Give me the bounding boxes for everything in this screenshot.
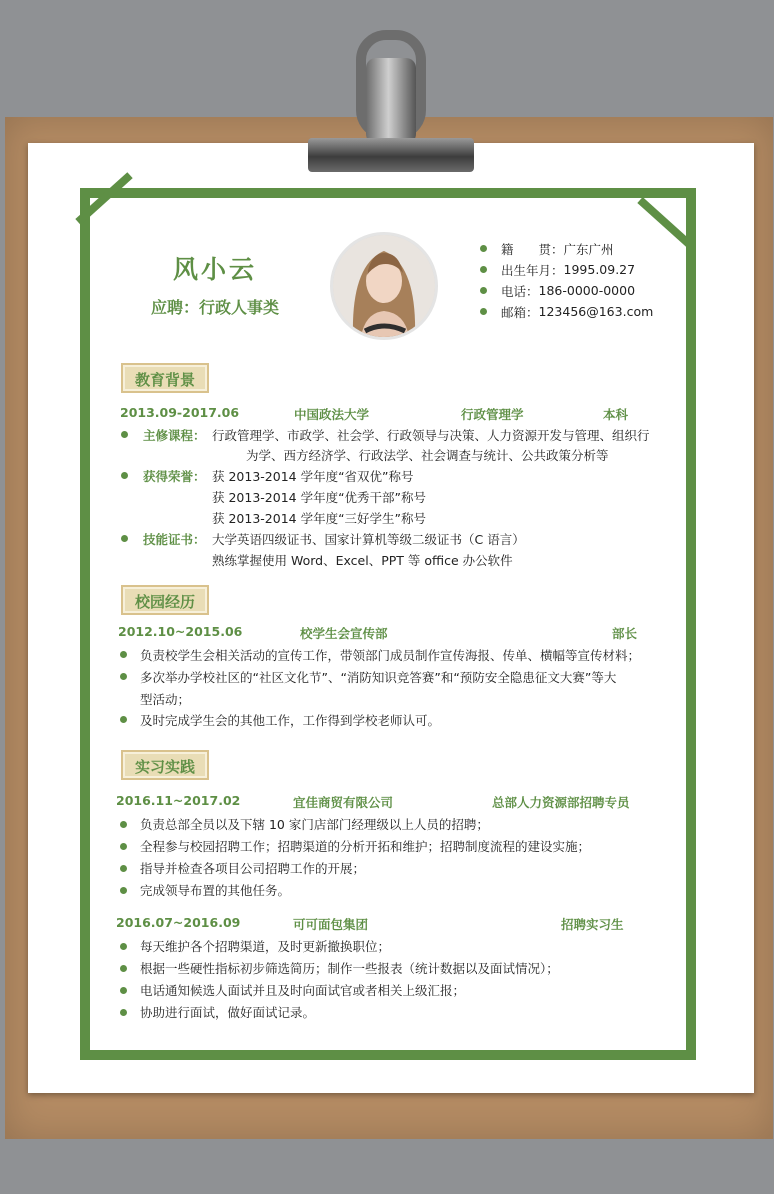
- info-value: 123456@163.com: [538, 304, 654, 319]
- info-hometown: [480, 238, 680, 259]
- job-company: 可可面包集团: [293, 917, 369, 932]
- bullet-dot: [120, 821, 127, 828]
- avatar: [330, 232, 438, 340]
- job-item: 完成领导布置的其他任务。: [140, 883, 291, 898]
- job-item: 全程参与校园招聘工作；招聘渠道的分析开拓和维护；招聘制度流程的建设实施；: [140, 839, 591, 854]
- bullet-dot: [120, 1009, 127, 1016]
- education-school: 中国政法大学: [294, 407, 370, 422]
- campus-item: 负责校学生会相关活动的宣传工作，带领部门成员制作宣传海报、传单、横幅等宣传材料；: [140, 648, 641, 663]
- bullet-dot: [120, 943, 127, 950]
- job-item: 根据一些硬性指标初步筛选简历；制作一些报表（统计数据以及面试情况）；: [140, 961, 559, 976]
- candidate-name: 风小云: [172, 255, 257, 284]
- bullet-dot: [120, 716, 127, 723]
- campus-role: 部长: [612, 626, 638, 641]
- courses-line: 行政管理学、市政学、社会学、行政领导与决策、人力资源开发与管理、组织行: [212, 428, 650, 443]
- honors-label: 获得荣誉：: [143, 469, 206, 484]
- bullet-dot: [120, 843, 127, 850]
- education-degree: 本科: [603, 407, 629, 422]
- info-value: 1995.09.27: [563, 262, 636, 277]
- info-label: 电话：: [501, 283, 539, 299]
- job-objective: 应聘：行政人事类: [150, 298, 279, 317]
- clip-body: [366, 58, 416, 144]
- info-value: 186-0000-0000: [538, 283, 636, 298]
- bullet-dot: [120, 651, 127, 658]
- honor-item: 获 2013-2014 学年度“三好学生”称号: [212, 511, 427, 526]
- job-company: 宜佳商贸有限公司: [293, 795, 394, 810]
- courses-label: 主修课程：: [143, 428, 206, 443]
- bullet-dot: [120, 865, 127, 872]
- bullet-dot: [120, 987, 127, 994]
- bullet-dot: [120, 965, 127, 972]
- personal-info-list: [480, 238, 680, 322]
- section-title-campus: 校园经历: [121, 585, 209, 615]
- job-role: 招聘实习生: [561, 917, 624, 932]
- info-label: 出生年月：: [501, 262, 564, 278]
- bullet-dot: [120, 673, 127, 680]
- courses-line: 为学、西方经济学、行政法学、社会调查与统计、公共政策分析等: [246, 448, 609, 463]
- info-email: [480, 301, 680, 322]
- education-period: 2013.09-2017.06: [120, 405, 240, 420]
- bullet-dot: [480, 287, 487, 294]
- campus-org: 校学生会宣传部: [300, 626, 388, 641]
- campus-item: 型活动；: [140, 692, 191, 707]
- job-item: 每天维护各个招聘渠道，及时更新撤换职位；: [140, 939, 391, 954]
- person-photo-icon: [333, 235, 435, 337]
- campus-item: 多次举办学校社区的“社区文化节”、“消防知识竞答赛”和“预防安全隐患征文大赛”等大: [140, 670, 617, 685]
- info-birthdate: [480, 259, 680, 280]
- bullet-dot: [121, 431, 128, 438]
- job-period: 2016.11~2017.02: [116, 793, 241, 808]
- job-role: 总部人力资源部招聘专员: [492, 795, 630, 810]
- info-value: 广东广州: [563, 241, 614, 257]
- job-item: 电话通知候选人面试并且及时向面试官或者相关上级汇报；: [140, 983, 466, 998]
- bullet-dot: [480, 308, 487, 315]
- job-item: 负责总部全员以及下辖 10 家门店部门经理级以上人员的招聘；: [140, 817, 489, 832]
- skill-item: 大学英语四级证书、国家计算机等级二级证书（C 语言）: [212, 532, 525, 547]
- skill-item: 熟练掌握使用 Word、Excel、PPT 等 office 办公软件: [212, 553, 513, 568]
- section-title-internship: 实习实践: [121, 750, 209, 780]
- education-major: 行政管理学: [461, 407, 524, 422]
- info-label: 邮箱：: [501, 304, 539, 320]
- bullet-dot: [121, 535, 128, 542]
- skills-label: 技能证书：: [143, 532, 206, 547]
- info-label: 籍 贯：: [501, 241, 564, 257]
- info-phone: [480, 280, 680, 301]
- campus-period: 2012.10~2015.06: [118, 624, 243, 639]
- honor-item: 获 2013-2014 学年度“省双优”称号: [212, 469, 414, 484]
- section-title-education: 教育背景: [121, 363, 209, 393]
- job-period: 2016.07~2016.09: [116, 915, 241, 930]
- honor-item: 获 2013-2014 学年度“优秀干部”称号: [212, 490, 427, 505]
- bullet-dot: [120, 887, 127, 894]
- job-item: 指导并检查各项目公司招聘工作的开展；: [140, 861, 366, 876]
- job-item: 协助进行面试，做好面试记录。: [140, 1005, 316, 1020]
- bullet-dot: [480, 266, 487, 273]
- binder-clip: [308, 138, 474, 172]
- campus-item: 及时完成学生会的其他工作，工作得到学校老师认可。: [140, 713, 441, 728]
- bullet-dot: [480, 245, 487, 252]
- bullet-dot: [121, 472, 128, 479]
